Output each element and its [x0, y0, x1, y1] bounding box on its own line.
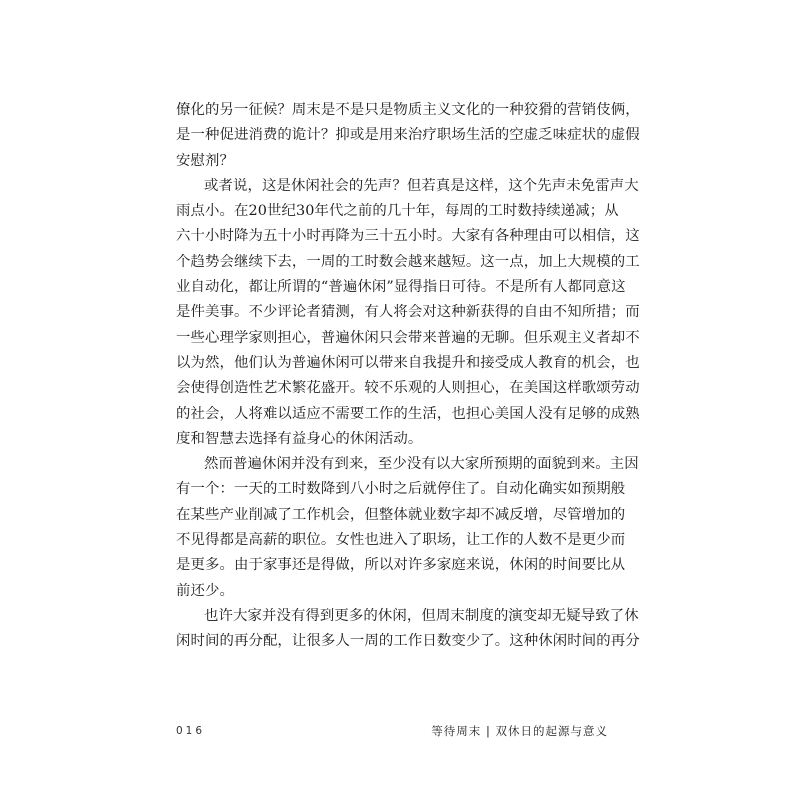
paragraph-first-line: 也许大家并没有得到更多的休闲，但周末制度的演变却无疑导致了休 [204, 607, 639, 624]
page-number: 016 [176, 725, 206, 737]
text-line: 在某些产业削减了工作机会，但整体就业数字却不减反增，尽管增加的 [176, 506, 626, 523]
text-line: 是更多。由于家事还是得做，所以对许多家庭来说，休闲的时间要比从 [176, 557, 626, 574]
page-footer [176, 721, 608, 741]
text-line: 业自动化，都让所谓的“普遍休闲”显得指日可待。不是所有人都同意这 [176, 279, 626, 296]
text-line: 会使得创造性艺术繁花盛开。较不乐观的人则担心，在美国这样歌颂劳动 [176, 380, 640, 397]
body-text [176, 98, 640, 655]
text-line: 度和智慧去选择有益身心的休闲活动。 [176, 430, 423, 447]
text-line: 僚化的另一征候？周末是不是只是物质主义文化的一种狡猾的营销伎俩， [176, 102, 640, 118]
text-line: 前还少。 [176, 582, 234, 599]
text-line: 六十小时降为五十小时再降为三十五小时。大家有各种理由可以相信，这 [176, 228, 640, 245]
text-line: 不见得都是高薪的职位。女性也进入了职场，让工作的人数不是更少而 [176, 532, 626, 549]
paragraph-first-line: 或者说，这是休闲社会的先声？但若真是这样，这个先声未免雷声大 [204, 177, 639, 194]
text-line: 一些心理学家则担心，普遍休闲只会带来普遍的无聊。但乐观主义者却不 [176, 329, 640, 346]
text-line: 以为然，他们认为普遍休闲可以带来自我提升和接受成人教育的机会，也 [176, 354, 640, 371]
text-line: 闲时间的再分配，让很多人一周的工作日数变少了。这种休闲时间的再分 [176, 633, 640, 650]
paragraph-first-line: 然而普遍休闲并没有到来，至少没有以大家所预期的面貌到来。主因 [204, 456, 639, 473]
text-line: 个趋势会继续下去，一周的工时数会越来越短。这一点，加上大规模的工 [176, 253, 640, 270]
text-line: 的社会，人将难以适应不需要工作的生活，也担心美国人没有足够的成熟 [176, 405, 640, 422]
text-line: 安慰剂？ [176, 152, 234, 169]
text-line: 雨点小。在20世纪30年代之前的几十年，每周的工时数持续递减；从 [176, 203, 619, 220]
text-line: 是件美事。不少评论者猜测，有人将会对这种新获得的自由不知所措；而 [176, 304, 640, 321]
text-line: 有一个：一天的工时数降到八小时之后就停住了。自动化确实如预期般 [176, 481, 626, 498]
running-head: 等待周末 | 双休日的起源与意义 [431, 724, 608, 738]
text-line: 是一种促进消费的诡计？抑或是用来治疗职场生活的空虚乏味症状的虚假 [176, 127, 640, 144]
